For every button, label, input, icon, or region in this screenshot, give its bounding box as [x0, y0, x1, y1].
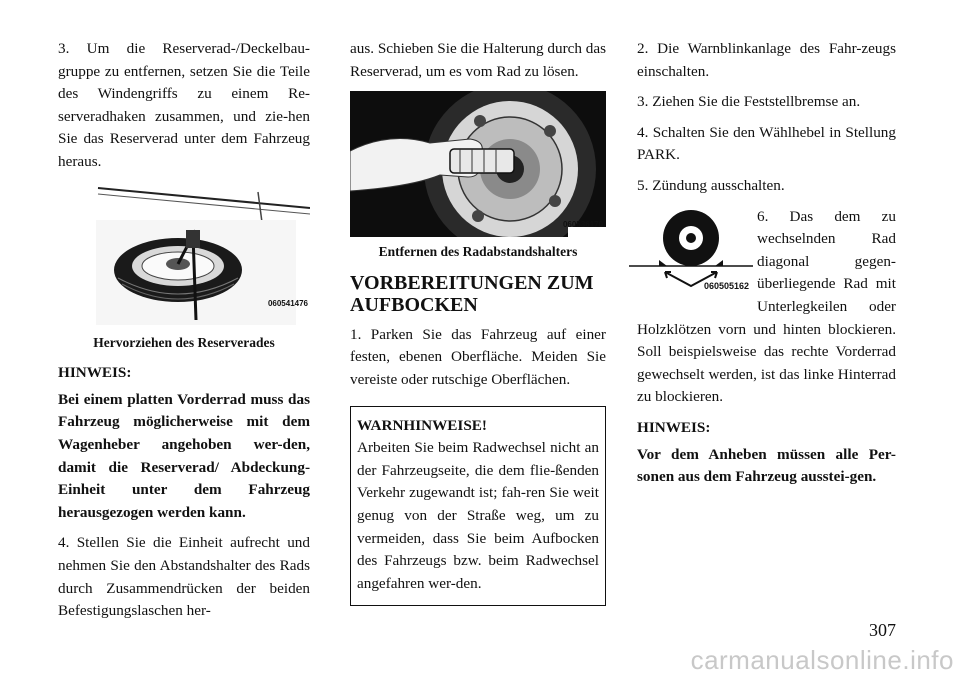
step-2-text: 2. Die Warnblinkanlage des Fahr-zeugs einschalten. [637, 40, 896, 80]
note-title: HINWEIS: [637, 418, 711, 436]
step-4-text: 4. Schalten Sie den Wählhebel in Stellung PARK. [637, 123, 896, 164]
figure-caption: Hervorziehen des Reserverades [93, 334, 275, 350]
step-4-continued: aus. Schieben Sie die Halterung durch das Reserverad, um es vom Rad zu lösen. [350, 40, 607, 80]
step-1-text: 1. Parken Sie das Fahrzeug auf einer festen, ebenen Oberfläche. Meiden Sie vereiste oder rutschige Oberflächen. [350, 325, 606, 388]
wheel-chock-figure [629, 208, 753, 300]
watermark: carmanualsonline.info [690, 645, 954, 675]
warning-title: WARNHINWEISE! [357, 416, 487, 434]
warning-box [350, 406, 606, 607]
step-3-text: 3. Um die Reserverad-/Deckelbau-gruppe zu entfernen, setzen Sie die Teile des Windengriffs zu einem Re-serveradhaken zusammen, und zie-hen Sie das Reserverad unter dem Fahrzeug heraus. [58, 40, 310, 170]
note-title: HINWEIS: [58, 364, 132, 382]
figure-code: 060541476 [267, 298, 308, 308]
step-5-text: 5. Zündung ausschalten. [637, 176, 785, 194]
column-1 [58, 38, 310, 631]
step-4-text: 4. Stellen Sie die Einheit aufrecht und nehmen Sie den Abstandshalter des Rads durch Zusammendrücken der beiden Befestigungslaschen her- [58, 534, 310, 620]
column-3 [637, 38, 896, 497]
warning-text: Arbeiten Sie beim Radwechsel nicht an der Fahrzeugseite, die dem flie-ßenden Verkehr zugewandt ist; fah-ren Sie weit genug von der Straße weg, um zu vermeiden, dass Sie beim Aufbocken des Fahrzeugs bzw. beim Radwechsel angefahren wer-den. [357, 439, 599, 592]
note-text: Bei einem platten Vorderrad muss das Fahrzeug möglicherweise mit dem Wagenheber angehoben wer-den, damit die Reserverad/ Abdeckung-Einheit unter dem Fahrzeug herausgezogen werden kann. [58, 390, 310, 521]
spare-wheel-figure [58, 180, 310, 330]
note-text: Vor dem Anheben müssen alle Per-sonen aus dem Fahrzeug ausstei-gen. [637, 445, 896, 486]
figure-caption: Entfernen des Radabstandshalters [378, 244, 578, 260]
figure-code: 060505162 [703, 280, 749, 291]
spacer-removal-figure [350, 91, 606, 237]
page-number: 307 [869, 620, 896, 640]
column-2 [350, 38, 606, 606]
figure-code: 060536170 [562, 219, 603, 229]
step-6-block [637, 206, 896, 409]
section-heading: VORBEREITUNGEN ZUM AUFBOCKEN [350, 271, 594, 316]
step-3-text: 3. Ziehen Sie die Feststellbremse an. [637, 93, 861, 111]
step-6-text: 6. Das dem zu wechselnden Rad diagonal gegen-überliegende Rad mit Unterlegkeilen oder Holzklötzen vorn und hinten blockieren. Soll beispielsweise das rechte Vorderrad gewechselt werden, ist das linke Hinterrad zu blockieren. [637, 207, 896, 406]
